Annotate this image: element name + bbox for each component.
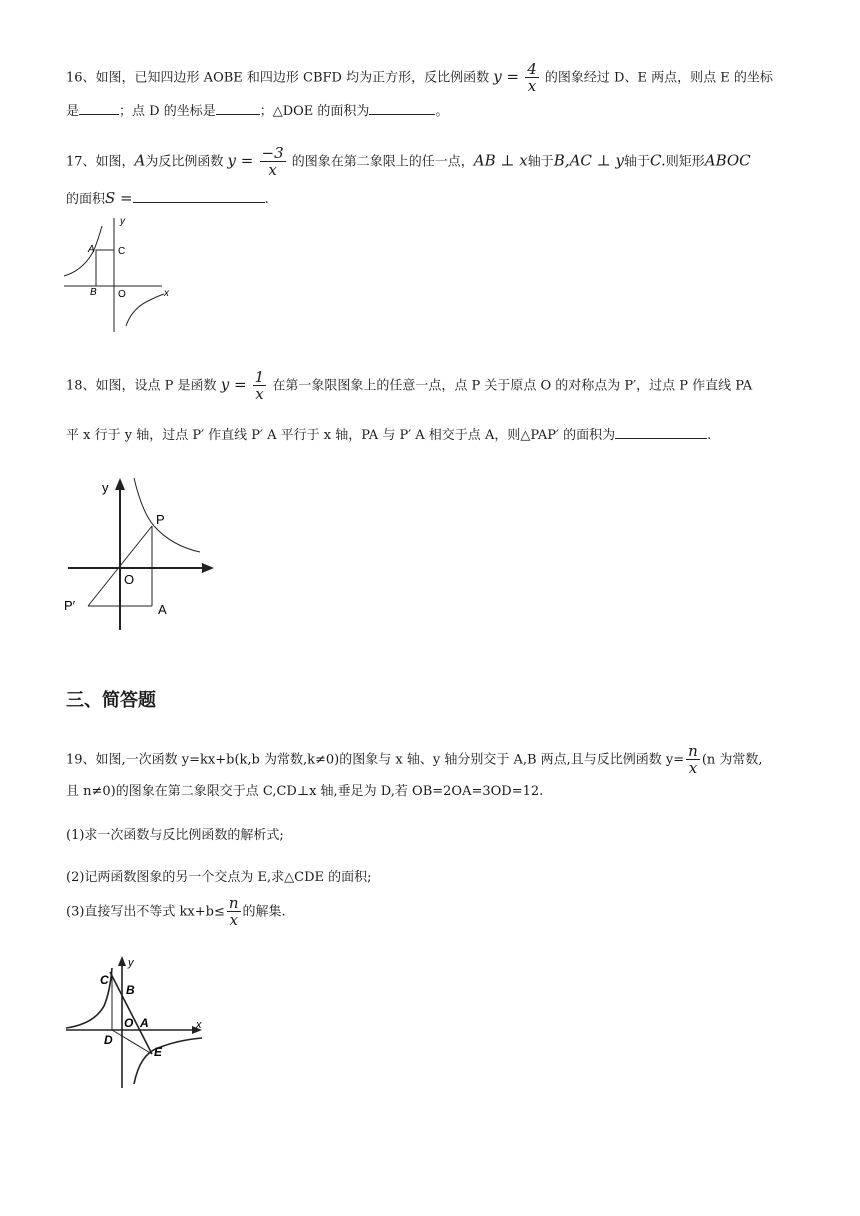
q16-prefix: 16、如图，已知四边形 AOBE 和四边形 CBFD 均为正方形，反比例函数 (66, 70, 490, 86)
q17-figure (60, 212, 180, 336)
q16-blank-d[interactable] (216, 100, 260, 115)
q16-line2 (66, 100, 448, 119)
q17-S: S = (105, 189, 133, 207)
q18-line2 (66, 424, 711, 443)
q16-line2-b: ；点 D 的坐标是 (119, 104, 216, 119)
q16-line2-d: 。 (435, 104, 449, 119)
q19-part3-denominator: x (227, 911, 241, 928)
q18-label-A: A (158, 602, 167, 617)
q19-label-O: O (124, 1016, 134, 1030)
q18-func-lhs: y = (220, 375, 247, 394)
q18-x-arrow (202, 563, 214, 573)
q17-label-y: y (120, 216, 125, 227)
q19-part3 (66, 896, 286, 928)
section-heading: 三、简答题 (66, 690, 156, 711)
q16-suffix: 的图象经过 D、E 两点，则点 E 的坐标 (544, 70, 773, 86)
q17-line1 (66, 146, 751, 178)
q17-line2 (66, 188, 269, 207)
q19-line1-a: 19、如图,一次函数 y=kx+b(k,b 为常数,k≠0)的图象与 x 轴、y 轴分别交于 A,B 两点,且与反比例函数 y= (66, 752, 685, 768)
q16-blank-e[interactable] (79, 100, 119, 115)
q19-label-E: E (154, 1045, 163, 1059)
q17-label-x: x (164, 288, 169, 299)
q19-label-B: B (126, 983, 135, 997)
q19-y-arrow (118, 956, 126, 966)
q18-label-y: y (102, 480, 109, 495)
q17-cond2: AC ⊥ y (569, 151, 624, 170)
q19-label-D: D (104, 1033, 113, 1047)
q19-label-A: A (140, 1016, 149, 1030)
q17-rect: ABOC (704, 151, 751, 170)
q17-mid: 的图象在第二象限上的任一点， (291, 154, 474, 170)
q18-label-O: O (124, 572, 135, 587)
q17-denominator: x (260, 161, 286, 178)
q17-rectangle (96, 250, 114, 286)
q17-label-A: A (88, 244, 95, 255)
q18-line1 (66, 370, 752, 402)
q17-label-B: B (90, 287, 97, 298)
q19-figure (62, 954, 212, 1092)
q16-func-lhs: y = (493, 67, 520, 86)
q18-line2-end: . (707, 428, 712, 443)
q17-cond2-b: 轴于 (624, 154, 651, 170)
q18-line1-a: 18、如图，设点 P 是函数 (66, 378, 217, 394)
q16-line2-c: ；△DOE 的面积为 (259, 104, 370, 119)
q19-part3-a: (3)直接写出不等式 kx+b≤ (66, 904, 225, 920)
q17-func-lhs: y = (227, 151, 254, 170)
q18-denominator: x (253, 385, 267, 402)
q16-line1 (66, 62, 773, 94)
q17-blank-area[interactable] (133, 188, 265, 203)
q17-label-C: C (118, 246, 126, 257)
q16-numerator: 4 (527, 60, 537, 78)
q19-label-y: y (128, 957, 134, 969)
q19-denominator: x (686, 759, 700, 776)
q16-line2-a: 是 (66, 104, 80, 119)
q18-y-arrow (115, 478, 125, 490)
q19-part2: (2)记两函数图象的另一个交点为 E,求△CDE 的面积; (66, 870, 372, 885)
q19-label-C: C (100, 973, 109, 987)
q17-line2-end: . (264, 192, 269, 207)
q16-fraction (525, 62, 539, 94)
q17-cond-b: 轴于 (527, 154, 554, 170)
q19-part3-fraction (227, 896, 241, 928)
q19-line1 (66, 744, 763, 776)
q16-blank-area[interactable] (369, 100, 435, 115)
q18-curve (134, 478, 200, 552)
q17-label-O: O (118, 289, 126, 300)
q17-fraction (260, 146, 286, 178)
q19-numerator: n (688, 742, 698, 760)
q19-line1-b: (n 为常数, (701, 752, 763, 768)
q17-A: A (134, 151, 146, 170)
q18-line2-text: 平 x 行于 y 轴，过点 P′ 作直线 P′ A 平行于 x 轴，PA 与 P′ A 相交于点 A，则△PAP′ 的面积为 (66, 428, 616, 443)
q19-line2: 且 n≠0)的图象在第二象限交于点 C,CD⊥x 轴,垂足为 D,若 OB=2OA=3OD=12. (66, 784, 544, 799)
q18-figure (60, 474, 220, 634)
q17-B: B, (553, 151, 570, 170)
q19-label-x: x (196, 1019, 202, 1031)
q17-cond: AB ⊥ x (473, 151, 528, 170)
q18-label-P: P (156, 512, 165, 527)
q17-tail: 则矩形 (665, 154, 705, 170)
q18-line1-b: 在第一象限图象上的任意一点，点 P 关于原点 O 的对称点为 P′，过点 P 作直线 PA (272, 378, 753, 394)
q19-part3-b: 的解集. (242, 904, 286, 920)
q17-prefix-a: 17、如图， (66, 154, 135, 170)
q17-C: C. (650, 151, 666, 170)
q18-blank-area[interactable] (615, 424, 707, 439)
q17-line2-a: 的面积 (66, 192, 106, 207)
q18-fraction (253, 370, 267, 402)
q17-numerator: −3 (261, 144, 284, 162)
q17-prefix-b: 为反比例函数 (145, 154, 224, 170)
q17-curve-q4 (126, 294, 164, 326)
q19-fraction (686, 744, 700, 776)
q19-part3-numerator: n (228, 894, 239, 912)
q19-part1: (1)求一次函数与反比例函数的解析式; (66, 828, 284, 843)
q18-label-Pp: P′ (64, 598, 76, 613)
q18-numerator: 1 (254, 368, 265, 386)
q16-denominator: x (525, 77, 539, 94)
q19-curve-q4 (134, 1038, 202, 1084)
